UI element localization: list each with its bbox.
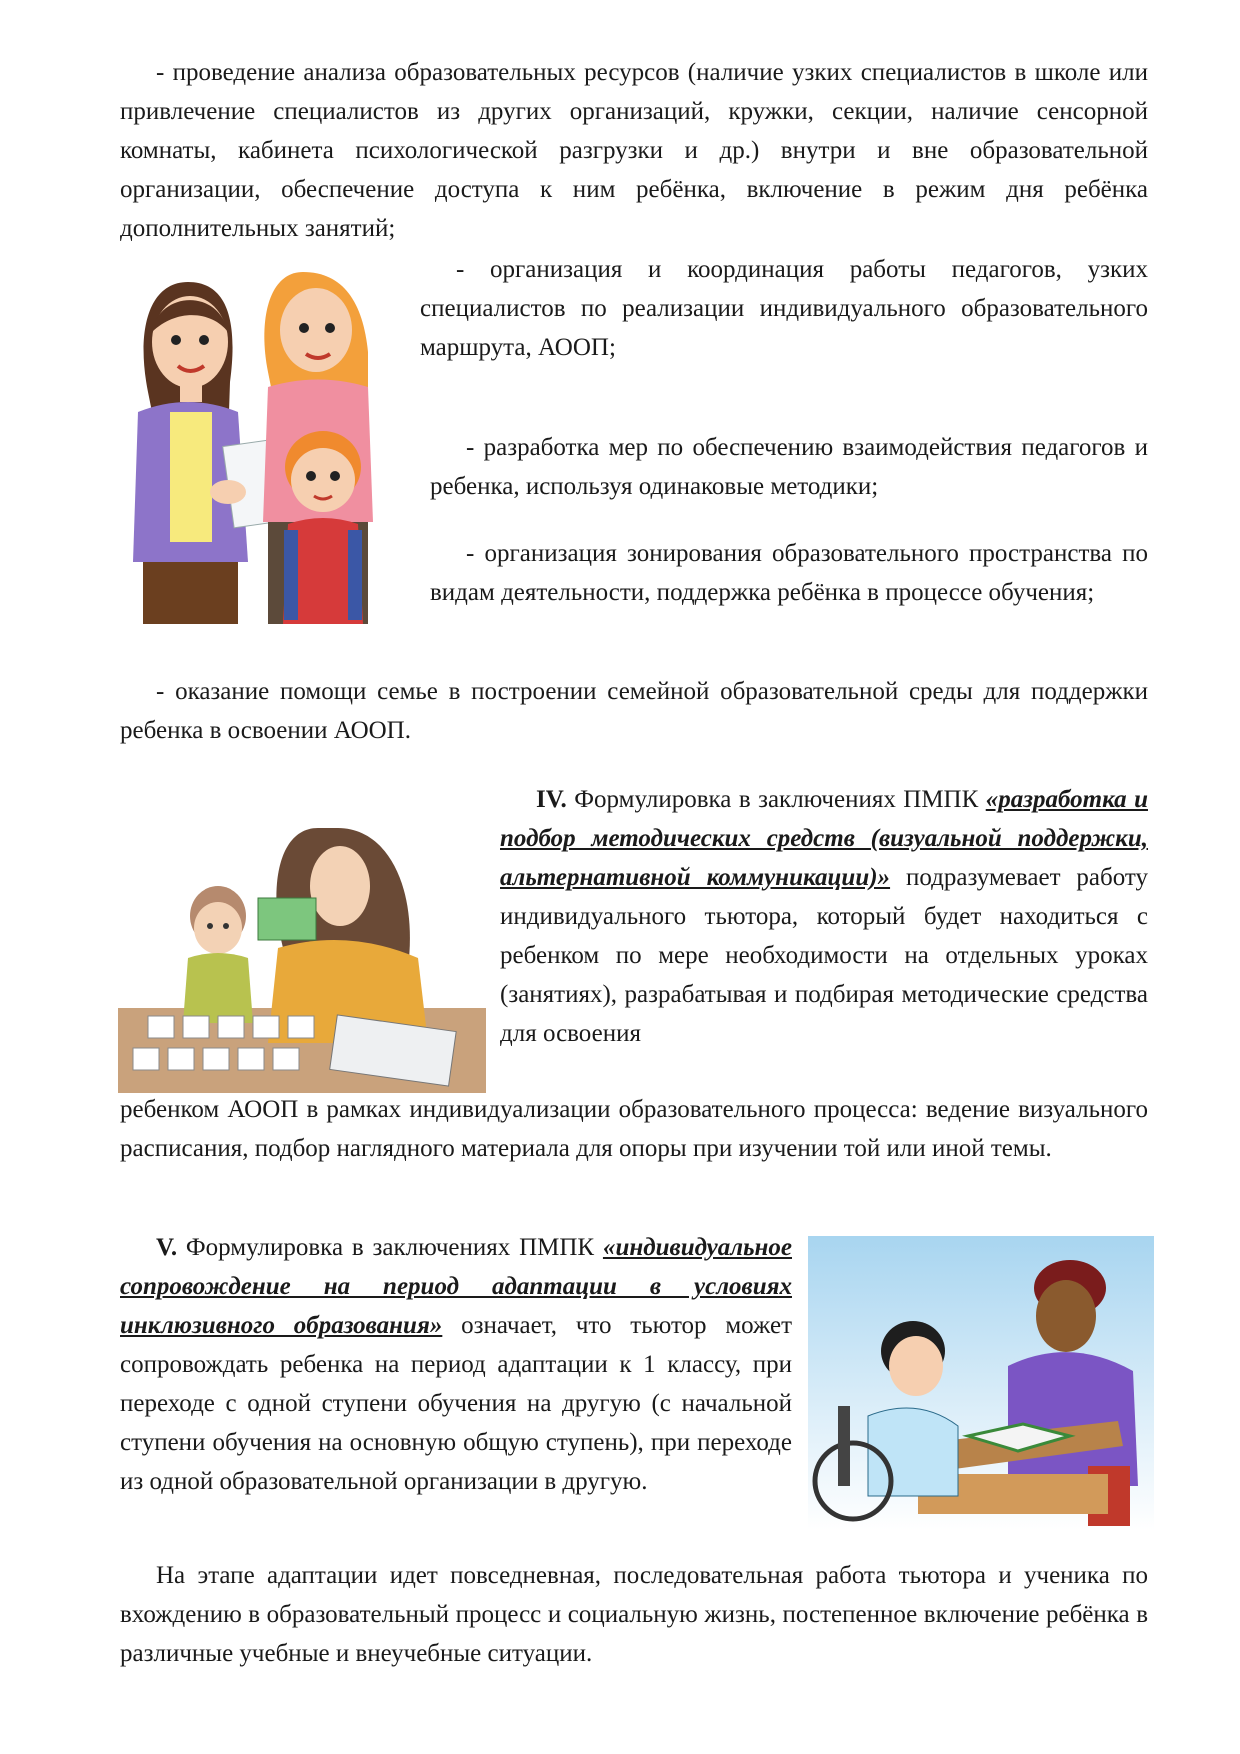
paragraph-text: На этапе адаптации идет повседневная, последовательная работа тьютора и ученика по вхождению в образовательный процесс и социальную жизнь, постепенное включение ребёнка в различные учебные и внеучебные ситуации.: [120, 1562, 1148, 1667]
paragraph-family-support: [120, 672, 1148, 750]
paragraph-text: - оказание помощи семье в построении семейной образовательной среды для поддержки ребенка в освоении АООП.: [120, 678, 1148, 744]
section-v-body: означает, что тьютор может сопровождать ребенка на период адаптации к 1 классу, при переходе с одной ступени обучения на другую (с начальной ступени обучения на основную общую ступень), при переходе из одной образовательной организации в другую.: [120, 1312, 793, 1495]
section-iv-text-a: подразумевает работу индивидуального тьютора, который будет находиться с ребенком по мере необходимости на отдельных уроках (занятиях), разрабатывая и подбирая методические средства для освоения: [500, 864, 1148, 1047]
section-v-quote: «индивидуальное сопровождение на период адаптации в условиях инклюзивного образования»: [120, 1234, 792, 1339]
paragraph-coordination: [420, 250, 1148, 367]
paragraph-text: - организация зонирования образовательного пространства по видам деятельности, поддержка ребёнка в процессе обучения;: [430, 540, 1148, 606]
section-v-text: [120, 1228, 792, 1501]
paragraph-text: - организация и координация работы педагогов, узких специалистов по реализации индивидуального образовательного маршрута, АООП;: [420, 256, 1148, 361]
paragraph-text: - разработка мер по обеспечению взаимодействия педагогов и ребенка, используя одинаковые методики;: [430, 434, 1148, 500]
section-iv: [500, 780, 1148, 1053]
paragraph-resources: [120, 53, 1148, 248]
section-iv-lead: Формулировка в заключениях ПМПК: [566, 786, 986, 813]
section-v-numeral: V.: [156, 1234, 178, 1261]
section-iv-numeral: IV.: [536, 786, 567, 813]
section-iv-text-b: ребенком АООП в рамках индивидуализации образовательного процесса: ведение визуального расписания, подбор наглядного материала для опоры при изучении той или иной темы.: [120, 1096, 1148, 1162]
paragraph-interaction: [430, 428, 1148, 506]
section-v: [120, 1228, 792, 1501]
picture-cards-illustration: [118, 808, 486, 1093]
section-iv-text: [500, 780, 1148, 1053]
section-iv-continued: [120, 1090, 1148, 1168]
section-iv-quote: «разработка и подбор методических средств (визуальной поддержки, альтернативной коммуникации)»: [500, 786, 1148, 891]
paragraph-adaptation: [120, 1556, 1148, 1673]
student-and-tutor-illustration: [808, 1236, 1154, 1530]
section-v-lead: Формулировка в заключениях ПМПК: [177, 1234, 603, 1261]
family-illustration: [118, 262, 418, 624]
paragraph-text: - проведение анализа образовательных ресурсов (наличие узких специалистов в школе или привлечение специалистов из других организаций, кружки, секции, наличие сенсорной комнаты, кабинета психологической разгрузки и др.) внутри и вне образовательной организации, обеспечение доступа к ним ребёнка, включение в режим дня ребёнка дополнительных занятий;: [120, 59, 1148, 242]
paragraph-zoning: [430, 534, 1148, 612]
